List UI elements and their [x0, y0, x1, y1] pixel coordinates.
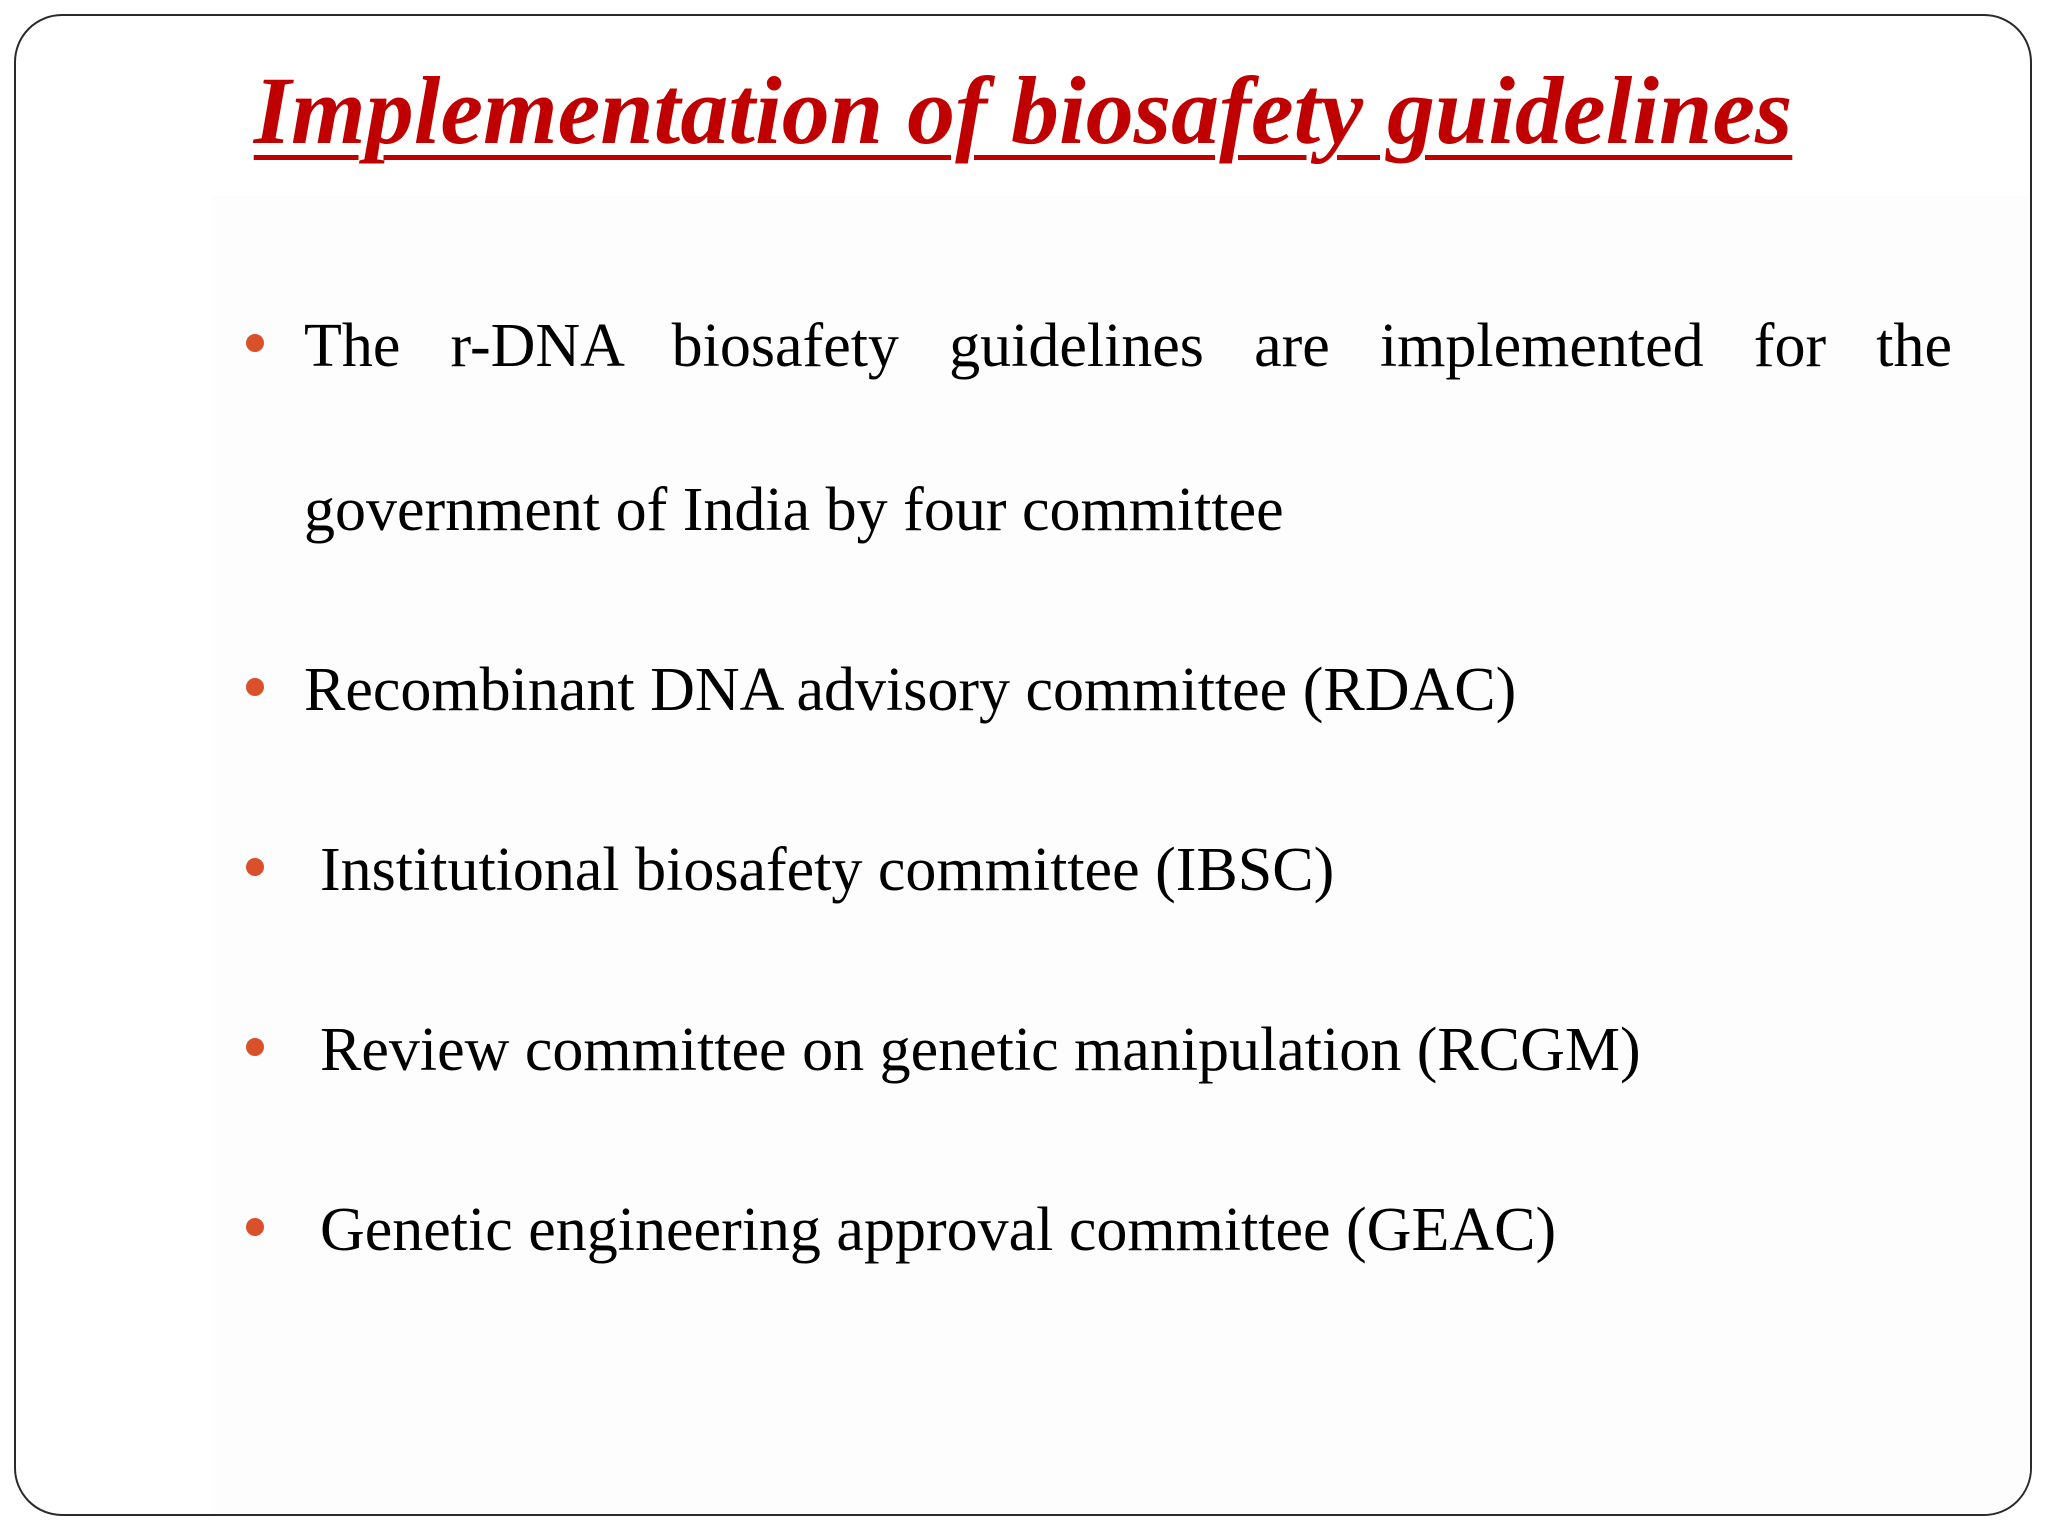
bullet-text: Recombinant DNA advisory committee (RDAC) — [304, 656, 1517, 724]
list-item — [232, 608, 1952, 772]
bullet-dot-icon — [246, 678, 264, 696]
bullet-dot-icon — [246, 1218, 264, 1236]
bullet-text: The r-DNA biosafety guidelines are implemented for the government of India by four committee — [304, 312, 1952, 544]
bullet-list — [232, 282, 1952, 1312]
bullet-dot-icon — [246, 334, 264, 352]
bullet-text: Institutional biosafety committee (IBSC) — [320, 836, 1335, 904]
list-item — [232, 264, 1952, 592]
slide-title: Implementation of biosafety guidelines — [253, 57, 1793, 164]
bullet-text: Review committee on genetic manipulation (RCGM) — [320, 1016, 1641, 1084]
slide — [14, 14, 2032, 1516]
bullet-text: Genetic engineering approval committee (GEAC) — [320, 1196, 1557, 1264]
bullet-dot-icon — [246, 1038, 264, 1056]
bullet-dot-icon — [246, 858, 264, 876]
list-item — [232, 968, 1952, 1132]
list-item — [232, 788, 1952, 952]
list-item — [232, 1148, 1952, 1312]
